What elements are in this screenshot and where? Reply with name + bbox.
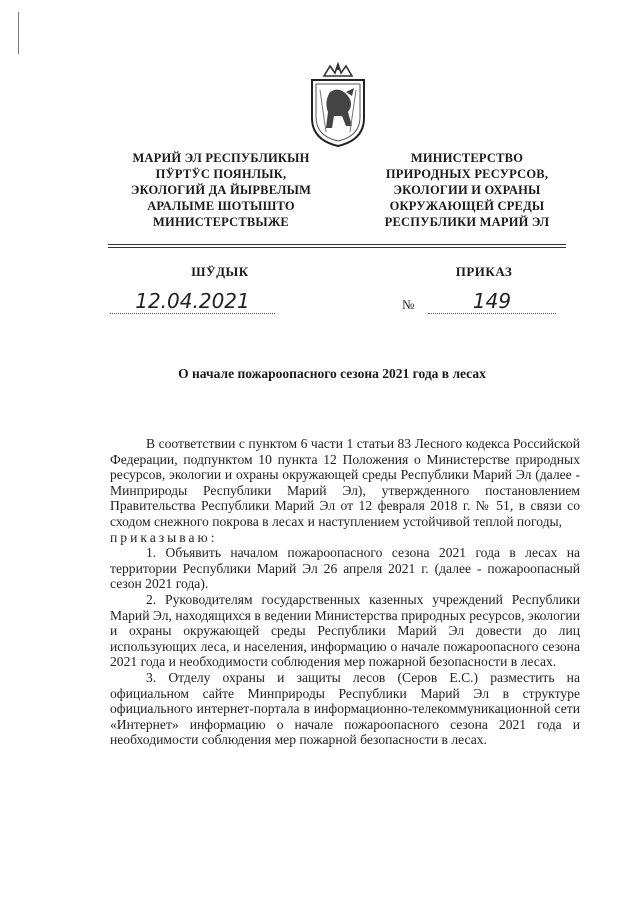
handwritten-order-number: 149 bbox=[428, 289, 556, 314]
doc-type-russian: ПРИКАЗ bbox=[455, 264, 513, 279]
header-right-russian bbox=[360, 150, 574, 230]
margin-mark bbox=[18, 12, 19, 54]
coat-of-arms-emblem bbox=[302, 62, 374, 148]
body-intro-paragraph bbox=[110, 436, 580, 530]
header-divider-top bbox=[108, 244, 566, 245]
header-left-line: АРАЛЫМЕ ШОТЫШТО bbox=[147, 199, 295, 213]
header-left-marij bbox=[92, 150, 350, 230]
doc-type-marij: ШӰДЫК bbox=[191, 264, 249, 279]
decree-word-line bbox=[110, 530, 580, 546]
header-divider-bottom bbox=[108, 247, 566, 248]
header-left-line: МИНИСТЕРСТВЫЖЕ bbox=[153, 215, 289, 229]
header-left-line: МАРИЙ ЭЛ РЕСПУБЛИКЫН bbox=[132, 151, 310, 165]
header-right-line: РЕСПУБЛИКИ МАРИЙ ЭЛ bbox=[384, 215, 550, 229]
order-item-1: 1. Объявить началом пожароопасного сезона 2021 года в лесах на территории Республики Марий Эл 26 апреля 2021 г. (далее - пожароопасный сезон 2021 года). bbox=[110, 545, 580, 592]
number-sign: № bbox=[402, 297, 415, 312]
order-body bbox=[110, 436, 580, 748]
header-right-line: ОКРУЖАЮЩЕЙ СРЕДЫ bbox=[389, 199, 545, 213]
header-left-line: ПӰРТӰС ПОЯНЛЫК, bbox=[155, 167, 287, 181]
order-subject-title: О начале пожароопасного сезона 2021 года в лесах bbox=[178, 366, 486, 381]
header-right-line: ЭКОЛОГИИ И ОХРАНЫ bbox=[393, 183, 541, 197]
decree-word: приказываю: bbox=[110, 529, 218, 545]
order-item-2: 2. Руководителям государственных казенных учреждений Республики Марий Эл, находящихся в ведении Министерства природных ресурсов, экологии и охраны окружающей среды Республики Марий Эл довести до лиц использующих леса, и населения, информацию о начале пожароопасного сезона 2021 года и необходимости соблюдения мер пожарной безопасности в лесах. bbox=[110, 591, 580, 670]
body-intro-text: В соответствии с пунктом 6 части 1 статьи 83 Лесного кодекса Российской Федерации, подпунктом 10 пункта 12 Положения о Министерстве природных ресурсов, экологии и охраны окружающей среды Республики Марий Эл (далее - Минприроды Республики Марий Эл), утвержденного постановлением Правительства Республики Марий Эл от 12 февраля 2018 г. № 51, в связи со сходом снежного покрова в лесах и наступлением устойчивой теплой погоды, bbox=[110, 436, 580, 529]
header-right-line: МИНИСТЕРСТВО bbox=[410, 151, 524, 165]
order-item-3: 3. Отделу охраны и защиты лесов (Серов Е.С.) разместить на официальном сайте Минприроды Республики Марий Эл в структуре официального интернет-портала в информационно-телекоммуникационной сети «Интернет» информацию о начале пожароопасного сезона 2021 года и необходимости соблюдения мер пожарной безопасности в лесах. bbox=[110, 669, 580, 748]
handwritten-date: 12.04.2021 bbox=[110, 289, 275, 314]
header-right-line: ПРИРОДНЫХ РЕСУРСОВ, bbox=[385, 167, 549, 181]
header-left-line: ЭКОЛОГИЙ ДА ЙЫРВЕЛЫМ bbox=[130, 183, 312, 197]
